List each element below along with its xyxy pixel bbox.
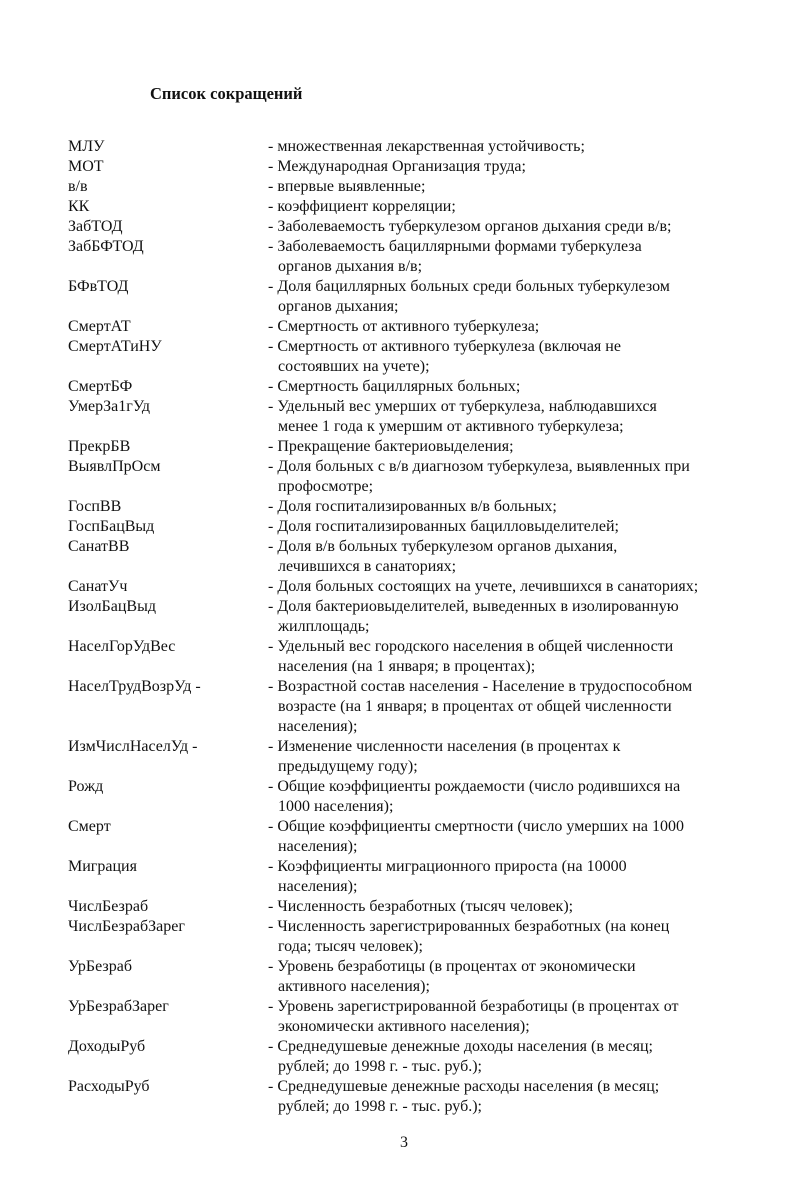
abbreviation-entry <box>0 537 797 577</box>
abbreviation-term: ЗабТОД <box>68 218 123 235</box>
definition-line: - коэффициент корреляции; <box>268 198 456 215</box>
abbreviation-definition <box>268 317 797 337</box>
definition-line: - Международная Организация труда; <box>268 158 526 175</box>
abbreviation-term: ИзмЧислНаселУд - <box>68 738 198 755</box>
definition-line: состоявших на учете); <box>278 358 430 375</box>
abbreviation-definition <box>268 457 797 497</box>
definition-line: - впервые выявленные; <box>268 178 426 195</box>
definition-line: - Доля бациллярных больных среди больных туберкулезом <box>268 278 670 295</box>
abbreviation-term: РасходыРуб <box>68 1078 150 1095</box>
abbreviation-definition <box>268 577 797 597</box>
abbreviation-entry <box>0 137 797 157</box>
abbreviation-entry <box>0 317 797 337</box>
abbreviation-term: ГоспВВ <box>68 498 122 515</box>
page-number: 3 <box>400 1134 408 1151</box>
definition-line: органов дыхания в/в; <box>278 258 423 275</box>
definition-line: - множественная лекарственная устойчивость; <box>268 138 585 155</box>
abbreviation-entry <box>0 957 797 997</box>
abbreviation-term: Смерт <box>68 818 111 835</box>
abbreviation-list <box>0 137 797 1117</box>
abbreviation-term: УрБезраб <box>68 958 132 975</box>
abbreviation-entry <box>0 397 797 437</box>
abbreviation-entry <box>0 597 797 637</box>
abbreviation-term: СанатВВ <box>68 538 130 555</box>
abbreviation-term: КК <box>68 198 90 215</box>
abbreviation-term: МОТ <box>68 158 104 175</box>
abbreviation-term: УрБезрабЗарег <box>68 998 169 1015</box>
definition-line: - Среднедушевые денежные доходы населения (в месяц; <box>268 1038 653 1055</box>
abbreviation-term: УмерЗа1гУд <box>68 398 151 415</box>
abbreviation-term: в/в <box>68 178 88 195</box>
abbreviation-definition <box>268 637 797 677</box>
definition-line: года; тысяч человек); <box>278 938 423 955</box>
abbreviation-term: БФвТОД <box>68 278 129 295</box>
abbreviation-definition <box>268 737 797 777</box>
definition-line: профосмотре; <box>278 478 374 495</box>
abbreviation-definition <box>268 677 797 737</box>
definition-line: - Смертность от активного туберкулеза; <box>268 318 540 335</box>
abbreviation-entry <box>0 157 797 177</box>
definition-line: - Численность безработных (тысяч человек); <box>268 898 574 915</box>
abbreviation-entry <box>0 637 797 677</box>
abbreviation-definition <box>268 157 797 177</box>
abbreviation-definition <box>268 1077 797 1117</box>
abbreviation-definition <box>268 337 797 377</box>
abbreviation-term: ИзолБацВыд <box>68 598 156 615</box>
abbreviation-entry <box>0 457 797 497</box>
abbreviation-definition <box>268 597 797 637</box>
definition-line: - Доля в/в больных туберкулезом органов дыхания, <box>268 538 618 555</box>
abbreviation-definition <box>268 517 797 537</box>
abbreviation-definition <box>268 437 797 457</box>
definition-line: - Уровень безработицы (в процентах от экономически <box>268 958 636 975</box>
definition-line: - Возрастной состав населения - Население в трудоспособном <box>268 678 693 695</box>
abbreviation-entry <box>0 1077 797 1117</box>
definition-line: - Доля больных состоящих на учете, лечившихся в санаториях; <box>268 578 699 595</box>
definition-line: жилплощадь; <box>278 618 370 635</box>
definition-line: рублей; до 1998 г. - тыс. руб.); <box>278 1058 482 1075</box>
abbreviation-term: ГоспБацВыд <box>68 518 155 535</box>
definition-line: - Доля госпитализированных бацилловыделителей; <box>268 518 619 535</box>
abbreviation-definition <box>268 817 797 857</box>
definition-line: - Коэффициенты миграционного прироста (на 10000 <box>268 858 627 875</box>
abbreviation-term: НаселГорУдВес <box>68 638 176 655</box>
abbreviation-entry <box>0 917 797 957</box>
definition-line: рублей; до 1998 г. - тыс. руб.); <box>278 1098 482 1115</box>
abbreviation-definition <box>268 497 797 517</box>
abbreviation-term: СмертАТиНУ <box>68 338 162 355</box>
definition-line: населения); <box>278 838 358 855</box>
abbreviation-definition <box>268 277 797 317</box>
page-title: Список сокращений <box>150 84 303 103</box>
definition-line: - Прекращение бактериовыделения; <box>268 438 514 455</box>
abbreviation-definition <box>268 957 797 997</box>
definition-line: экономически активного населения); <box>278 1018 530 1035</box>
definition-line: населения); <box>278 718 358 735</box>
definition-line: - Заболеваемость туберкулезом органов дыхания среди в/в; <box>268 218 672 235</box>
abbreviation-definition <box>268 857 797 897</box>
definition-line: возрасте (на 1 января; в процентах от общей численности <box>278 698 672 715</box>
abbreviation-definition <box>268 137 797 157</box>
definition-line: - Общие коэффициенты смертности (число умерших на 1000 <box>268 818 684 835</box>
abbreviation-entry <box>0 237 797 277</box>
abbreviation-definition <box>268 397 797 437</box>
definition-line: - Удельный вес умерших от туберкулеза, наблюдавшихся <box>268 398 657 415</box>
abbreviation-entry <box>0 517 797 537</box>
abbreviation-definition <box>268 997 797 1037</box>
definition-line: - Доля бактериовыделителей, выведенных в изолированную <box>268 598 679 615</box>
abbreviation-entry <box>0 817 797 857</box>
abbreviation-entry <box>0 277 797 317</box>
abbreviation-definition <box>268 177 797 197</box>
abbreviation-definition <box>268 377 797 397</box>
abbreviation-term: ВыявлПрОсм <box>68 458 161 475</box>
abbreviation-term: СмертБФ <box>68 378 133 395</box>
definition-line: предыдущему году); <box>278 758 418 775</box>
abbreviation-entry <box>0 897 797 917</box>
abbreviation-term: МЛУ <box>68 138 105 155</box>
abbreviation-entry <box>0 1037 797 1077</box>
abbreviation-term: ЧислБезрабЗарег <box>68 918 185 935</box>
abbreviation-entry <box>0 497 797 517</box>
definition-line: населения (на 1 января; в процентах); <box>278 658 536 675</box>
definition-line: 1000 населения); <box>278 798 394 815</box>
definition-line: органов дыхания; <box>278 298 399 315</box>
abbreviation-term: Рожд <box>68 778 104 795</box>
definition-line: активного населения); <box>278 978 430 995</box>
abbreviation-definition <box>268 217 797 237</box>
abbreviation-term: СмертАТ <box>68 318 131 335</box>
abbreviation-term: ЗабБФТОД <box>68 238 144 255</box>
abbreviation-definition <box>268 1037 797 1077</box>
abbreviation-term: НаселТрудВозрУд - <box>68 678 201 695</box>
abbreviation-entry <box>0 217 797 237</box>
abbreviation-term: Миграция <box>68 858 137 875</box>
abbreviation-definition <box>268 237 797 277</box>
abbreviation-term: ПрекрБВ <box>68 438 131 455</box>
abbreviation-entry <box>0 577 797 597</box>
abbreviation-entry <box>0 197 797 217</box>
definition-line: - Численность зарегистрированных безработных (на конец <box>268 918 670 935</box>
abbreviation-entry <box>0 997 797 1037</box>
definition-line: - Доля госпитализированных в/в больных; <box>268 498 557 515</box>
definition-line: населения); <box>278 878 358 895</box>
definition-line: - Смертность от активного туберкулеза (включая не <box>268 338 621 355</box>
abbreviation-entry <box>0 177 797 197</box>
definition-line: - Удельный вес городского населения в общей численности <box>268 638 674 655</box>
abbreviation-definition <box>268 197 797 217</box>
abbreviation-entry <box>0 857 797 897</box>
definition-line: - Уровень зарегистрированной безработицы (в процентах от <box>268 998 679 1015</box>
definition-line: менее 1 года к умершим от активного туберкулеза; <box>278 418 624 435</box>
abbreviation-entry <box>0 437 797 457</box>
definition-line: - Изменение численности населения (в процентах к <box>268 738 621 755</box>
definition-line: - Заболеваемость бациллярными формами туберкулеза <box>268 238 642 255</box>
abbreviation-term: СанатУч <box>68 578 128 595</box>
definition-line: - Среднедушевые денежные расходы населения (в месяц; <box>268 1078 660 1095</box>
abbreviation-entry <box>0 337 797 377</box>
abbreviation-entry <box>0 377 797 397</box>
definition-line: - Общие коэффициенты рождаемости (число родившихся на <box>268 778 681 795</box>
abbreviation-entry <box>0 737 797 777</box>
abbreviation-definition <box>268 897 797 917</box>
definition-line: - Доля больных с в/в диагнозом туберкулеза, выявленных при <box>268 458 690 475</box>
abbreviation-definition <box>268 537 797 577</box>
abbreviation-definition <box>268 777 797 817</box>
definition-line: - Смертность бациллярных больных; <box>268 378 521 395</box>
abbreviation-entry <box>0 777 797 817</box>
definition-line: лечившихся в санаториях; <box>278 558 457 575</box>
abbreviation-entry <box>0 677 797 737</box>
abbreviation-term: ЧислБезраб <box>68 898 149 915</box>
abbreviation-definition <box>268 917 797 957</box>
abbreviation-term: ДоходыРуб <box>68 1038 146 1055</box>
